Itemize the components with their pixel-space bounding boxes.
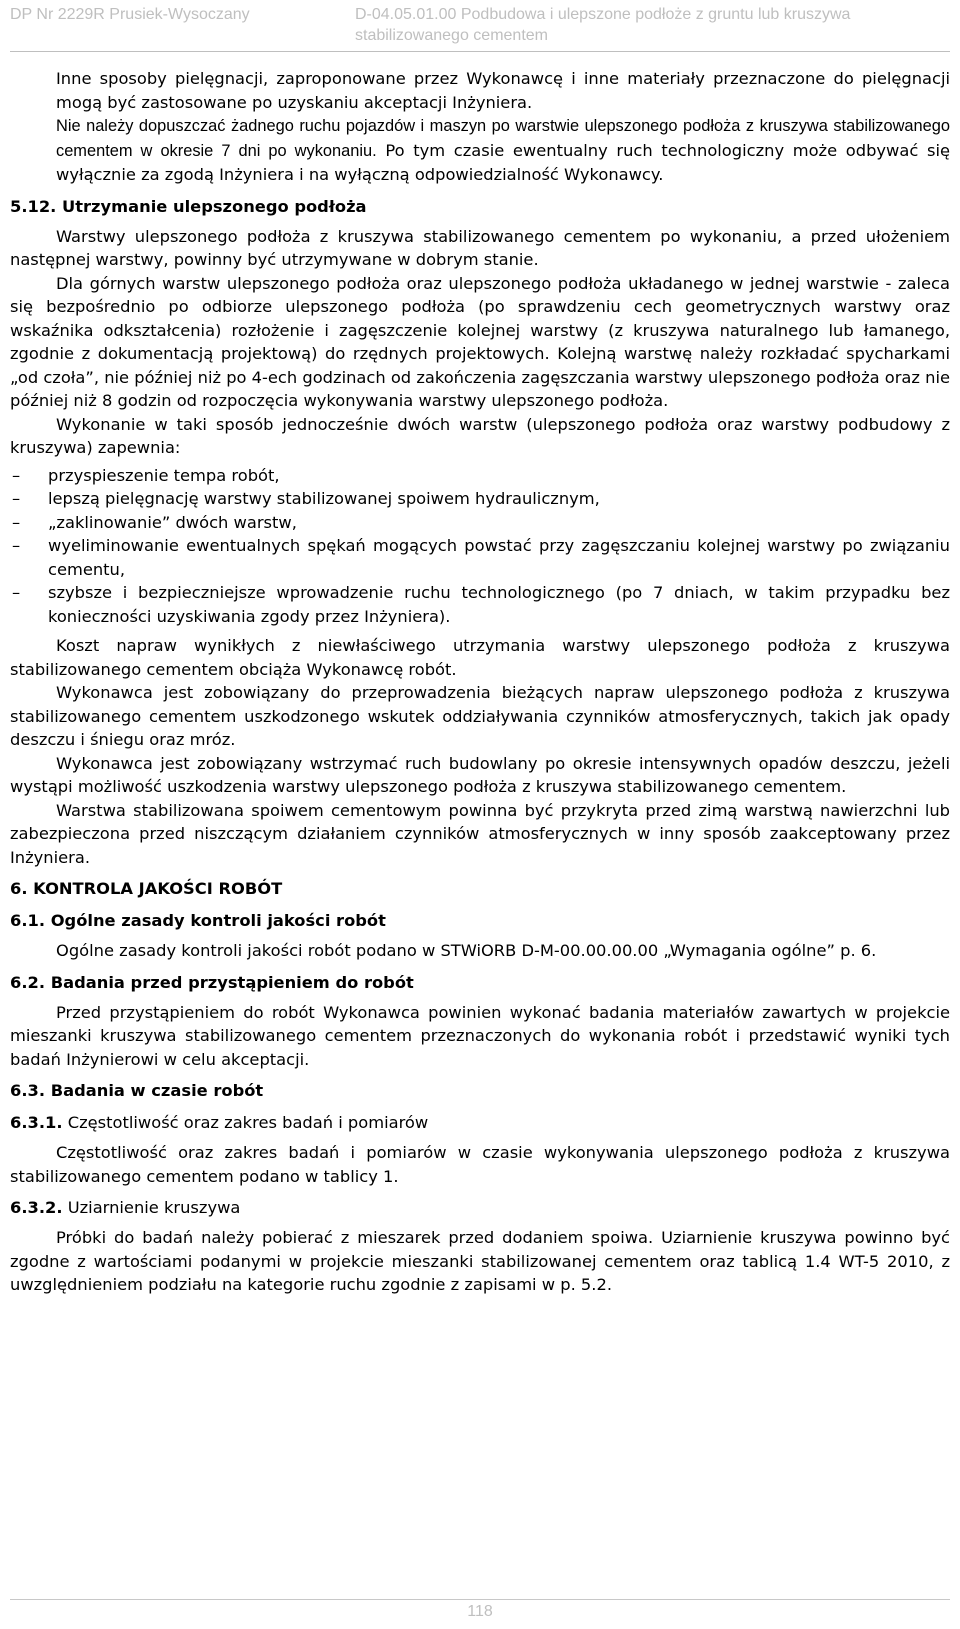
footer-rule	[10, 1599, 950, 1600]
paragraph: Koszt napraw wynikłych z niewłaściwego utrzymania warstwy ulepszonego podłoża z kruszywa stabilizowanego cementem obciąża Wykonawcę robót.	[10, 636, 950, 679]
paragraph	[10, 114, 950, 187]
heading-text: Uziarnienie kruszywa	[62, 1198, 241, 1217]
section-heading-6-3-1	[10, 1111, 950, 1135]
section-heading-6-3-2	[10, 1196, 950, 1220]
section-heading-6-2: 6.2. Badania przed przystąpieniem do robót	[10, 972, 414, 992]
paragraph: Wykonawca jest zobowiązany wstrzymać ruch budowlany po okresie intensywnych opadów deszczu, jeżeli wystąpi możliwość uszkodzenia warstwy ulepszonego podłoża z kruszywa stabilizowanego cementem.	[10, 753, 950, 796]
header-project-number: DP Nr 2229R Prusiek-Wysoczany	[10, 6, 250, 23]
paragraph: Częstotliwość oraz zakres badań i pomiarów w czasie wykonywania ulepszonego podłoża z kruszywa stabilizowanego cementem podano w tablicy 1.	[10, 1143, 950, 1186]
paragraph: Warstwa stabilizowana spoiwem cementowym powinna być przykryta przed zimą warstwą nawierzchni lub zabezpieczona przed niszczącym działaniem czynników atmosferycznych w inny sposób zaakceptowany przez Inżyniera.	[10, 800, 950, 867]
list-marker: –	[12, 536, 21, 555]
section-heading-6-3: 6.3. Badania w czasie robót	[10, 1081, 264, 1100]
list-marker: –	[12, 583, 21, 602]
running-header	[10, 4, 950, 46]
paragraph: Wykonanie w taki sposób jednocześnie dwóch warstw (ulepszonego podłoża oraz warstwy podbudowy z kruszywa) zapewnia:	[10, 414, 950, 457]
section-heading-6-1: 6.1. Ogólne zasady kontroli jakości robót	[10, 911, 386, 930]
paragraph: Warstwy ulepszonego podłoża z kruszywa stabilizowanego cementem po wykonaniu, a przed ułożeniem następnej warstwy, powinny być utrzymywane w dobrym stanie.	[10, 226, 950, 269]
heading-number: 6.3.1.	[10, 1113, 63, 1132]
section-heading-5-12: 5.12. Utrzymanie ulepszonego podłoża	[10, 196, 367, 216]
header-spec-title: D-04.05.01.00 Podbudowa i ulepszone podłoże z gruntu lub kruszywa	[355, 6, 851, 23]
paragraph: Przed przystąpieniem do robót Wykonawca powinien wykonać badania materiałów zawartych w projekcie mieszanki kruszywa stabilizowanego cementem przeznaczonych do wykonania robót i przedstawić wyniki tych badań Inżynierowi w celu akceptacji.	[10, 1002, 950, 1069]
list-marker: –	[12, 512, 21, 532]
heading-number: 6.3.2.	[10, 1198, 63, 1217]
section-heading-6: 6. KONTROLA JAKOŚCI ROBÓT	[10, 879, 283, 898]
paragraph: Dla górnych warstw ulepszonego podłoża oraz ulepszonego podłoża układanego w jednej warstwie - zaleca się bezpośrednio po odbiorze ulepszonego podłoża (po sprawdzeniu cech geometrycznych warstwy oraz wskaźnika odkształcenia) rozłożenie i zagęszczenie kolejnej warstwy (z kruszywa naturalnego lub łamanego, zgodnie z dokumentacją projektową) do rzędnych projektowych. Kolejną warstwę należy rozkładać spycharkami „od czoła”, nie później niż po 4-ech godzinach od zakończenia zagęszczania warstwy ulepszonego podłoża oraz nie później niż 8 godzin od rozpoczęcia wykonywania warstwy ulepszonego podłoża.	[10, 273, 950, 410]
page-number: 118	[467, 1603, 493, 1620]
benefits-list	[10, 464, 950, 629]
paragraph: Inne sposoby pielęgnacji, zaproponowane przez Wykonawcę i inne materiały przeznaczone do pielęgnacji mogą być zastosowane po uzyskaniu akceptacji Inżyniera.	[56, 69, 950, 112]
list-item: – przyspieszenie tempa robót,	[10, 464, 950, 488]
heading-text: Częstotliwość oraz zakres badań i pomiarów	[62, 1113, 429, 1132]
paragraph-text: Po tym czasie ewentualny ruch technologiczny może odbywać się wyłącznie za zgodą Inżyniera i na wyłączną odpowiedzialność Wykonawcy.	[56, 140, 950, 184]
list-item: – lepszą pielęgnację warstwy stabilizowanej spoiwem hydraulicznym,	[10, 487, 950, 511]
paragraph: Ogólne zasady kontroli jakości robót podano w STWiORB D-M-00.00.00.00 „Wymagania ogólne” p. 6.	[56, 941, 877, 960]
list-marker: –	[12, 465, 21, 485]
header-rule	[10, 51, 950, 52]
paragraph: Próbki do badań należy pobierać z mieszarek przed dodaniem spoiwa. Uziarnienie kruszywa powinno być zgodne z wartościami podanymi w projekcie mieszanki stabilizowanej cementem oraz tablicą 1.4 WT-5 2010, z uwzględnieniem podziału na kategorie ruchu zgodnie z zapisami w p. 5.2.	[10, 1228, 950, 1294]
header-spec-title-cont: stabilizowanego cementem	[355, 27, 548, 44]
document-body	[10, 67, 950, 1297]
list-item: – szybsze i bezpieczniejsze wprowadzenie ruchu technologicznego (po 7 dniach, w takim przypadku bez konieczności uzyskiwania zgody przez Inżyniera).	[12, 583, 950, 626]
list-marker: –	[12, 489, 21, 508]
paragraph: Wykonawca jest zobowiązany do przeprowadzenia bieżących napraw ulepszonego podłoża z kruszywa stabilizowanego cementem uszkodzonego wskutek oddziaływania czynników atmosferycznych, takich jak opady deszczu i śniegu oraz mróz.	[10, 683, 950, 749]
list-item: – „zaklinowanie” dwóch warstw,	[10, 511, 950, 535]
list-item: – wyeliminowanie ewentualnych spękań mogących powstać przy zagęszczaniu kolejnej warstwy po związaniu cementu,	[12, 536, 950, 579]
paragraph-text: Nie należy dopuszczać żadnego ruchu pojazdów i maszyn po warstwie ulepszonego podłoża z kruszywa stabilizowanego cementem w okresie 7 dni po wykonaniu.	[56, 117, 950, 160]
